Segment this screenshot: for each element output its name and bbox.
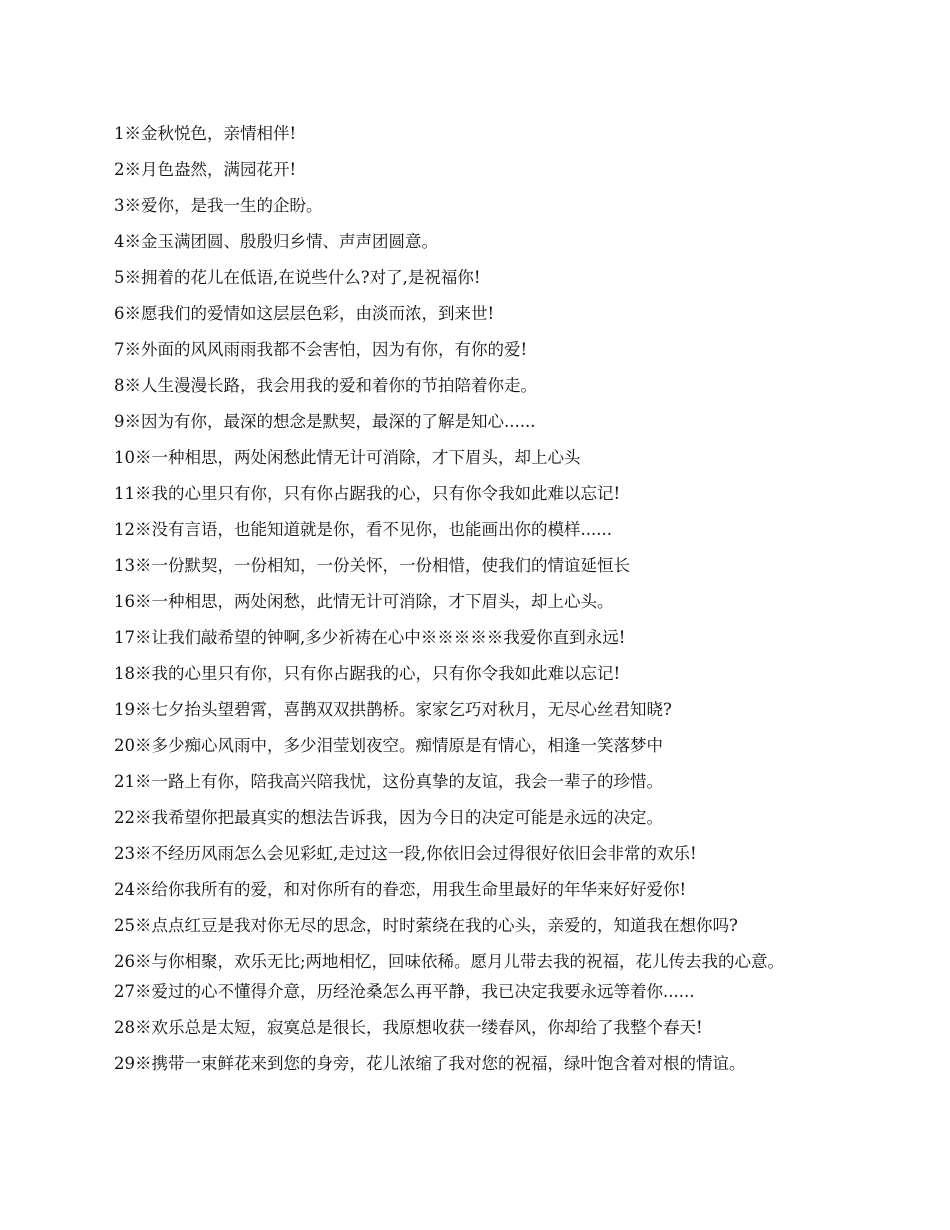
text-line: 24※给你我所有的爱，和对你所有的眷恋，用我生命里最好的年华来好好爱你! [114,880,687,899]
text-line: 9※因为有你，最深的想念是默契，最深的了解是知心...... [114,412,536,431]
text-line: 20※多少痴心风雨中，多少泪莹划夜空。痴情原是有情心，相逢一笑落梦中 [114,736,663,755]
text-line: 18※我的心里只有你，只有你占踞我的心，只有你令我如此难以忘记! [114,664,621,683]
text-line: 6※愿我们的爱情如这层层色彩，由淡而浓，到来世! [114,304,495,323]
text-line: 19※七夕抬头望碧霄，喜鹊双双拱鹊桥。家家乞巧对秋月，无尽心丝君知晓? [114,700,672,719]
text-line: 22※我希望你把最真实的想法告诉我，因为今日的决定可能是永远的决定。 [114,808,663,827]
text-line: 28※欢乐总是太短，寂寞总是很长，我原想收获一缕春风，你却给了我整个春天! [114,1018,703,1037]
text-line: 26※与你相聚，欢乐无比;两地相忆，回味依稀。愿月儿带去我的祝福，花儿传去我的心意。 [114,952,785,971]
text-line: 7※外面的风风雨雨我都不会害怕，因为有你，有你的爱! [114,340,528,359]
text-line: 12※没有言语，也能知道就是你，看不见你，也能画出你的模样...... [114,520,612,539]
text-line: 10※一种相思，两处闲愁此情无计可消除，才下眉头，却上心头 [114,448,581,467]
text-line: 11※我的心里只有你，只有你占踞我的心，只有你令我如此难以忘记! [114,484,621,503]
text-line: 16※一种相思，两处闲愁，此情无计可消除，才下眉头，却上心头。 [114,592,614,611]
text-line: 17※让我们敲希望的钟啊,多少祈祷在心中※※※※※我爱你直到永远! [114,628,626,647]
text-line: 5※拥着的花儿在低语,在说些什么?对了,是祝福你! [114,268,481,287]
text-line: 3※爱你，是我一生的企盼。 [114,196,323,215]
text-line: 29※携带一束鲜花来到您的身旁，花儿浓缩了我对您的祝福，绿叶饱含着对根的情谊。 [114,1054,746,1073]
text-line: 25※点点红豆是我对你无尽的思念，时时萦绕在我的心头，亲爱的，知道我在想你吗? [114,916,738,935]
text-line: 1※金秋悦色，亲情相伴! [114,124,297,143]
text-line: 4※金玉满团圆、殷殷归乡情、声声团圆意。 [114,232,438,251]
text-line: 23※不经历风雨怎么会见彩虹,走过这一段,你依旧会过得很好依旧会非常的欢乐! [114,844,697,863]
text-lines [114,124,844,1090]
text-line: 27※爱过的心不懂得介意，历经沧桑怎么再平静，我已决定我要永远等着你...... [114,982,695,1001]
text-line: 8※人生漫漫长路，我会用我的爱和着你的节拍陪着你走。 [114,376,537,395]
text-line: 21※一路上有你，陪我高兴陪我忧，这份真挚的友谊，我会一辈子的珍惜。 [114,772,663,791]
text-line: 2※月色盎然，满园花开! [114,160,297,179]
text-line: 13※一份默契，一份相知，一份关怀，一份相惜，使我们的情谊延恒长 [114,556,630,575]
